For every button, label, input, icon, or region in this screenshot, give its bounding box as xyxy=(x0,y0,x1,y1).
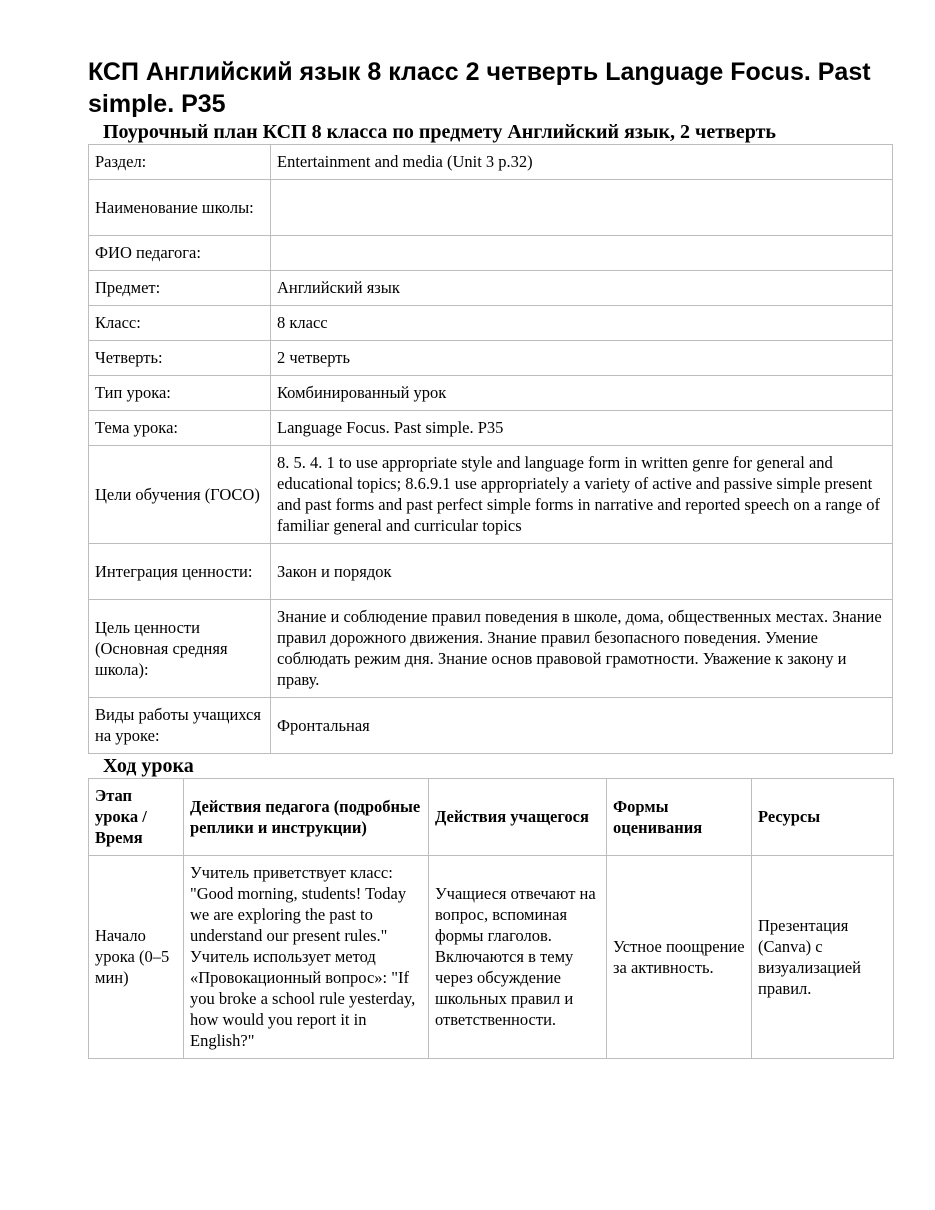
info-value: Комбинированный урок xyxy=(271,376,893,411)
cell-stage: Начало урока (0–5 мин) xyxy=(89,856,184,1059)
lesson-table-header xyxy=(89,779,894,856)
header-student-actions: Действия учащегося xyxy=(429,779,607,856)
info-value: Знание и соблюдение правил поведения в школе, дома, общественных местах. Знание правил дорожного движения. Знание правил безопасного поведения. Умение соблюдать режим дня. Знание основ правовой грамотности. Уважение к закону и праву. xyxy=(271,600,893,698)
info-value: Фронтальная xyxy=(271,698,893,754)
info-row-lesson-topic xyxy=(89,411,893,446)
info-value: 8. 5. 4. 1 to use appropriate style and language form in written genre for general and educational topics; 8.6.9.1 use appropriately a variety of active and passive simple present and past forms and past perfect simple forms in narrative and reported speech on a range of familiar general and curricular topics xyxy=(271,446,893,544)
info-row-teacher xyxy=(89,236,893,271)
info-label: Наименование школы: xyxy=(89,180,271,236)
lesson-flow-table xyxy=(88,778,894,1059)
info-label: Раздел: xyxy=(89,145,271,180)
info-label: Виды работы учащихся на уроке: xyxy=(89,698,271,754)
info-row-school xyxy=(89,180,893,236)
info-value xyxy=(271,180,893,236)
document-page xyxy=(88,56,893,1059)
info-value: 8 класс xyxy=(271,306,893,341)
info-label: Четверть: xyxy=(89,341,271,376)
info-value: 2 четверть xyxy=(271,341,893,376)
info-row-learning-goals xyxy=(89,446,893,544)
plan-heading: Поурочный план КСП 8 класса по предмету Английский язык, 2 четверть xyxy=(103,121,776,143)
info-label: Класс: xyxy=(89,306,271,341)
cell-student-actions: Учащиеся отвечают на вопрос, вспоминая формы глаголов. Включаются в тему через обсуждение школьных правил и ответственности. xyxy=(429,856,607,1059)
cell-teacher-actions: Учитель приветствует класс: "Good morning, students! Today we are exploring the past to understand our present rules." Учитель использует метод «Провокационный вопрос»: "If you broke a school rule yesterday, how would you report it in English?" xyxy=(184,856,429,1059)
lesson-info-table xyxy=(88,144,893,754)
info-row-work-types xyxy=(89,698,893,754)
info-label: Тип урока: xyxy=(89,376,271,411)
info-value: Закон и порядок xyxy=(271,544,893,600)
info-row-subject xyxy=(89,271,893,306)
header-resources: Ресурсы xyxy=(752,779,894,856)
lesson-table-row xyxy=(89,856,894,1059)
cell-assessment: Устное поощрение за активность. xyxy=(607,856,752,1059)
info-row-value-goal xyxy=(89,600,893,698)
info-row-quarter xyxy=(89,341,893,376)
info-row-section xyxy=(89,145,893,180)
info-value: Английский язык xyxy=(271,271,893,306)
header-assessment: Формы оценивания xyxy=(607,779,752,856)
info-label: ФИО педагога: xyxy=(89,236,271,271)
info-value: Entertainment and media (Unit 3 p.32) xyxy=(271,145,893,180)
info-label: Тема урока: xyxy=(89,411,271,446)
header-teacher-actions: Действия педагога (подробные реплики и инструкции) xyxy=(184,779,429,856)
info-value xyxy=(271,236,893,271)
info-row-lesson-type xyxy=(89,376,893,411)
header-stage: Этап урока / Время xyxy=(89,779,184,856)
document-title: КСП Английский язык 8 класс 2 четверть Language Focus. Past simple. P35 xyxy=(88,58,871,118)
lesson-heading: Ход урока xyxy=(103,755,194,777)
info-row-value-integration xyxy=(89,544,893,600)
cell-resources: Презентация (Canva) с визуализацией правил. xyxy=(752,856,894,1059)
info-label: Интеграция ценности: xyxy=(89,544,271,600)
info-label: Предмет: xyxy=(89,271,271,306)
info-value: Language Focus. Past simple. P35 xyxy=(271,411,893,446)
info-label: Цели обучения (ГОСО) xyxy=(89,446,271,544)
info-row-grade xyxy=(89,306,893,341)
info-label: Цель ценности (Основная средняя школа): xyxy=(89,600,271,698)
